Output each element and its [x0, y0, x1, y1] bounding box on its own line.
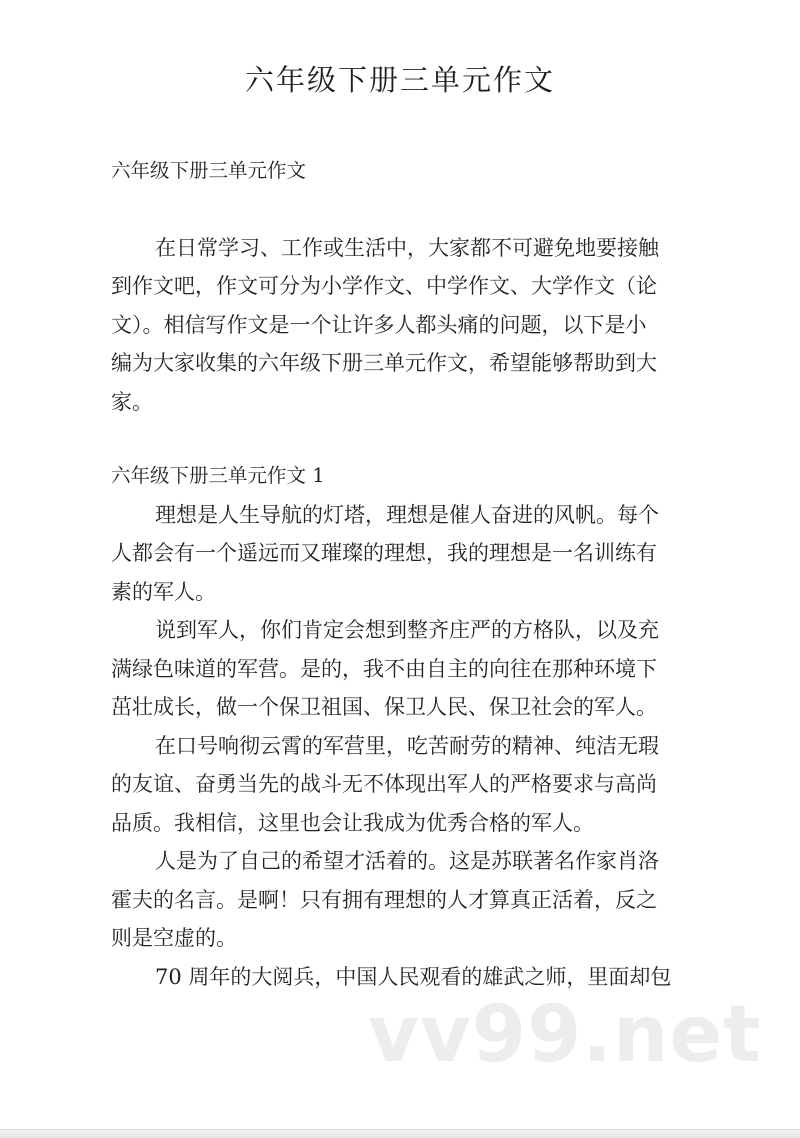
spacer — [111, 191, 691, 229]
document-subtitle: 六年级下册三单元作文 — [111, 159, 307, 182]
paragraph-line: 满绿色味道的军营。是的，我不由自主的向往在那种环境下 — [111, 656, 657, 681]
intro-line: 编为大家收集的六年级下册三单元作文，希望能够帮助到大 — [111, 351, 657, 375]
intro-line: 在日常学习、工作或生活中，大家都不可避免地要接触 — [155, 235, 659, 260]
paragraph-line: 理想是人生导航的灯塔，理想是催人奋进的风帆。每个 — [155, 502, 659, 527]
paragraph-line: 的友谊、奋勇当先的战斗无不体现出军人的严格要求与高尚 — [111, 772, 657, 796]
watermark: vv99.net — [368, 990, 762, 1080]
intro-paragraph — [111, 229, 691, 422]
paragraph-line: 茁壮成长，做一个保卫祖国、保卫人民、保卫社会的军人。 — [111, 695, 657, 719]
intro-line: 到作文吧，作文可分为小学作文、中学作文、大学作文（论 — [111, 274, 657, 298]
paragraph-line: 霍夫的名言。是啊！只有拥有理想的人才算真正活着，反之 — [111, 887, 657, 912]
essay-paragraph — [111, 611, 691, 727]
intro-line: 家。 — [111, 389, 153, 414]
page-title: 六年级下册三单元作文 — [244, 63, 555, 97]
paragraph-line: 70 周年的大阅兵，中国人民观看的雄武之师，里面却包 — [155, 964, 672, 989]
paragraph-line: 在口号响彻云霄的军营里，吃苦耐劳的精神、纯洁无瑕 — [155, 733, 659, 758]
paragraph-line: 人都会有一个遥远而又璀璨的理想，我的理想是一名训练有 — [111, 541, 657, 565]
spacer — [111, 421, 691, 457]
paragraph-line: 品质。我相信，这里也会让我成为优秀合格的军人。 — [111, 810, 594, 835]
essay-paragraph — [111, 842, 691, 958]
essay-heading: 六年级下册三单元作文 1 — [111, 464, 325, 487]
paragraph-line: 则是空虚的。 — [111, 926, 237, 950]
document-body — [111, 152, 691, 996]
intro-line: 文）。相信写作文是一个让许多人都头痛的问题，以下是小 — [111, 312, 647, 337]
paragraph-line: 说到军人，你们肯定会想到整齐庄严的方格队，以及充 — [155, 618, 659, 642]
paragraph-line: 人是为了自己的希望才活着的。这是苏联著名作家肖洛 — [155, 849, 659, 873]
essay-paragraph — [111, 496, 691, 612]
paragraph-line: 素的军人。 — [111, 579, 216, 604]
essay-paragraph — [111, 727, 691, 843]
